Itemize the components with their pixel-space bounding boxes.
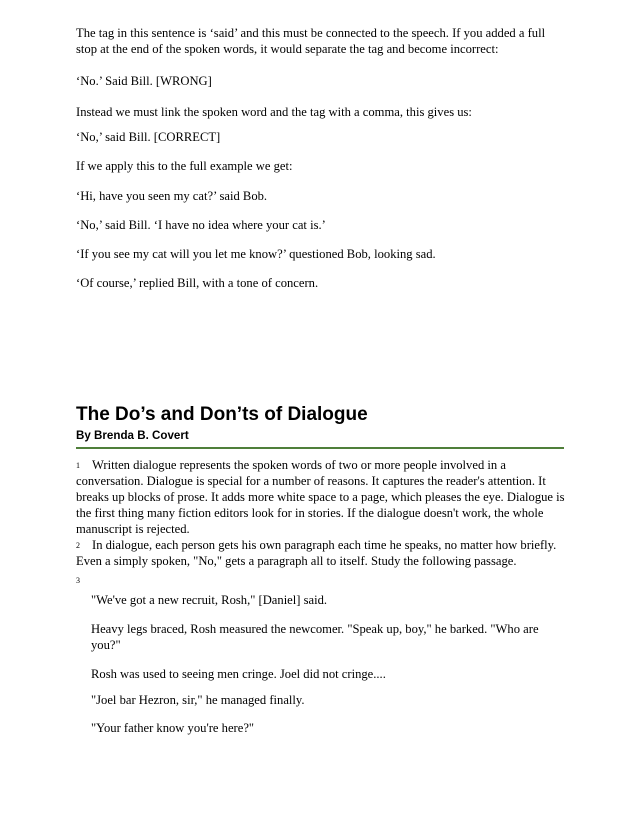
passage-line: "Joel bar Hezron, sir," he managed finally.: [91, 693, 305, 707]
link-explanation-paragraph: Instead we must link the spoken word and the tag with a comma, this gives us:: [76, 105, 472, 119]
passage-line: "We've got a new recruit, Rosh," [Daniel] said.: [91, 593, 328, 607]
article-paragraph-2: [76, 537, 566, 569]
example-line: ‘If you see my cat will you let me know?’ questioned Bob, looking sad.: [76, 247, 436, 261]
title-divider: [76, 447, 564, 449]
passage-line: Rosh was used to seeing men cringe. Joel did not cringe....: [91, 667, 386, 681]
paragraph-number: 2: [76, 541, 80, 550]
article-paragraph-3: [76, 572, 566, 588]
article-paragraph-1: [76, 457, 566, 537]
paragraph-text: In dialogue, each person gets his own paragraph each time he speaks, no matter how briefly. Even a simply spoken, "No," gets a paragraph all to itself. Study the following passage.: [76, 538, 557, 568]
passage-line: "Your father know you're here?": [91, 721, 255, 735]
paragraph-text: Written dialogue represents the spoken words of two or more people involved in a conversation. Dialogue is special for a number of reasons. It captures the reader's attention. It breaks up blocks of prose. It adds more white space to a page, which pleases the eye. Dialogue is the first thing many fiction editors look for in stories. If the dialogue doesn't work, the whole manuscript is rejected.: [76, 458, 565, 536]
paragraph-number: 1: [76, 461, 80, 470]
paragraph-number: 3: [76, 576, 80, 585]
example-line: ‘Of course,’ replied Bill, with a tone of concern.: [76, 276, 319, 290]
tag-explanation-paragraph: The tag in this sentence is ‘said’ and this must be connected to the speech. If you added a full stop at the end of the spoken words, it would separate the tag and become incorrect:: [76, 26, 546, 56]
correct-example: ‘No,’ said Bill. [CORRECT]: [76, 130, 221, 144]
example-line: ‘No,’ said Bill. ‘I have no idea where your cat is.’: [76, 218, 326, 232]
article-title: The Do’s and Don’ts of Dialogue: [76, 404, 368, 425]
apply-line: If we apply this to the full example we get:: [76, 159, 293, 173]
passage-line: Heavy legs braced, Rosh measured the newcomer. "Speak up, boy," he barked. "Who are you?": [91, 622, 539, 652]
article-byline: By Brenda B. Covert: [76, 429, 189, 442]
wrong-example: ‘No.’ Said Bill. [WRONG]: [76, 74, 212, 88]
example-line: ‘Hi, have you seen my cat?’ said Bob.: [76, 189, 268, 203]
